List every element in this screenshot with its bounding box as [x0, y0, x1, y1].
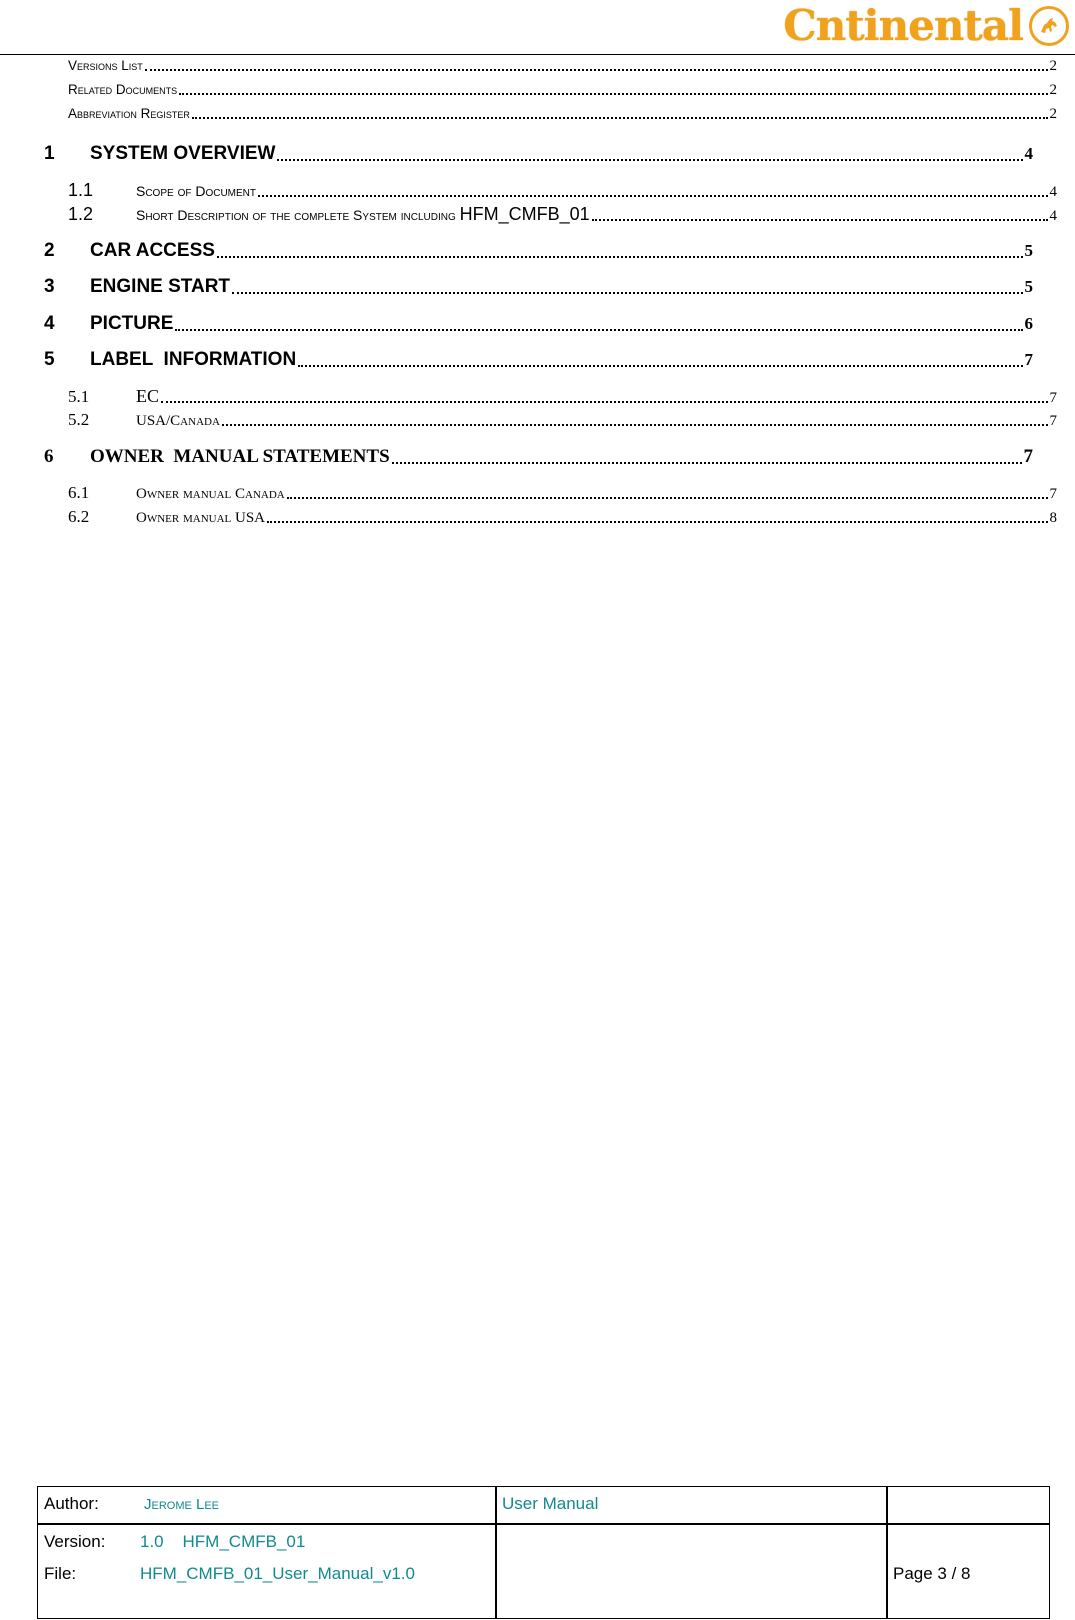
toc-leader: [145, 69, 1048, 71]
toc-leader: [267, 521, 1048, 523]
file-label: File:: [44, 1564, 77, 1583]
file-value: HFM_CMFB_01_User_Manual_v1.0: [140, 1564, 415, 1583]
toc-entry-owner-manual-statements[interactable]: 6 OWNER MANUAL STATEMENTS 7: [44, 446, 1033, 467]
toc-entry-ec[interactable]: 5.1 EC 7: [68, 386, 1057, 406]
author-value: Jerome Lee: [144, 1496, 220, 1513]
toc-leader: [179, 93, 1047, 95]
toc-leader: [258, 195, 1047, 197]
toc-entry-car-access[interactable]: 2 CAR ACCESS 5: [44, 240, 1033, 261]
horse-seal-icon: [1029, 6, 1069, 46]
toc-entry-versions-list[interactable]: Versions List 2: [68, 58, 1057, 74]
author-label: Author:: [44, 1494, 99, 1513]
toc-entry-short-description[interactable]: 1.2 Short Description of the complete System including HFM_CMFB_01 4: [68, 204, 1057, 224]
toc-entry-usa-canada[interactable]: 5.2 USA/Canada 7: [68, 410, 1057, 429]
footer-info-table: [37, 1486, 1050, 1619]
toc-entry-scope-of-document[interactable]: 1.1 Scope of Document 4: [68, 180, 1057, 200]
footer-divider: [886, 1487, 888, 1618]
footer-divider: [495, 1487, 497, 1618]
toc-leader: [175, 329, 1022, 331]
toc-entry-abbreviation-register[interactable]: Abbreviation Register 2: [68, 106, 1057, 122]
toc-leader: [592, 219, 1048, 221]
toc-leader: [192, 117, 1048, 119]
logo-wordmark: Cntinental: [783, 1, 1023, 50]
continental-logo: [783, 0, 1069, 52]
toc-entry-owner-manual-usa[interactable]: 6.2 Owner manual USA 8: [68, 507, 1057, 526]
toc-entry-picture[interactable]: 4 PICTURE 6: [44, 313, 1033, 334]
toc-leader: [232, 292, 1022, 294]
version-value: 1.0 HFM_CMFB_01: [140, 1532, 306, 1551]
page-header: [0, 0, 1075, 56]
header-rule: [0, 54, 1075, 55]
toc-leader: [287, 497, 1048, 499]
toc-leader: [222, 424, 1048, 426]
document-type: User Manual: [502, 1494, 599, 1513]
toc-leader: [161, 401, 1047, 403]
toc-leader: [277, 159, 1022, 161]
toc-entry-owner-manual-canada[interactable]: 6.1 Owner manual Canada 7: [68, 483, 1057, 502]
page-number: Page 3 / 8: [893, 1564, 971, 1583]
toc-entry-engine-start[interactable]: 3 ENGINE START 5: [44, 276, 1033, 297]
toc-entry-related-documents[interactable]: Related Documents 2: [68, 82, 1057, 98]
toc-leader: [298, 365, 1022, 367]
toc-entry-label-information[interactable]: 5 LABEL INFORMATION 7: [44, 349, 1033, 370]
footer-divider: [38, 1523, 1049, 1525]
toc-entry-system-overview[interactable]: 1 SYSTEM OVERVIEW 4: [44, 143, 1033, 164]
version-label: Version:: [44, 1532, 106, 1551]
toc-leader: [392, 462, 1022, 464]
toc-leader: [217, 256, 1023, 258]
